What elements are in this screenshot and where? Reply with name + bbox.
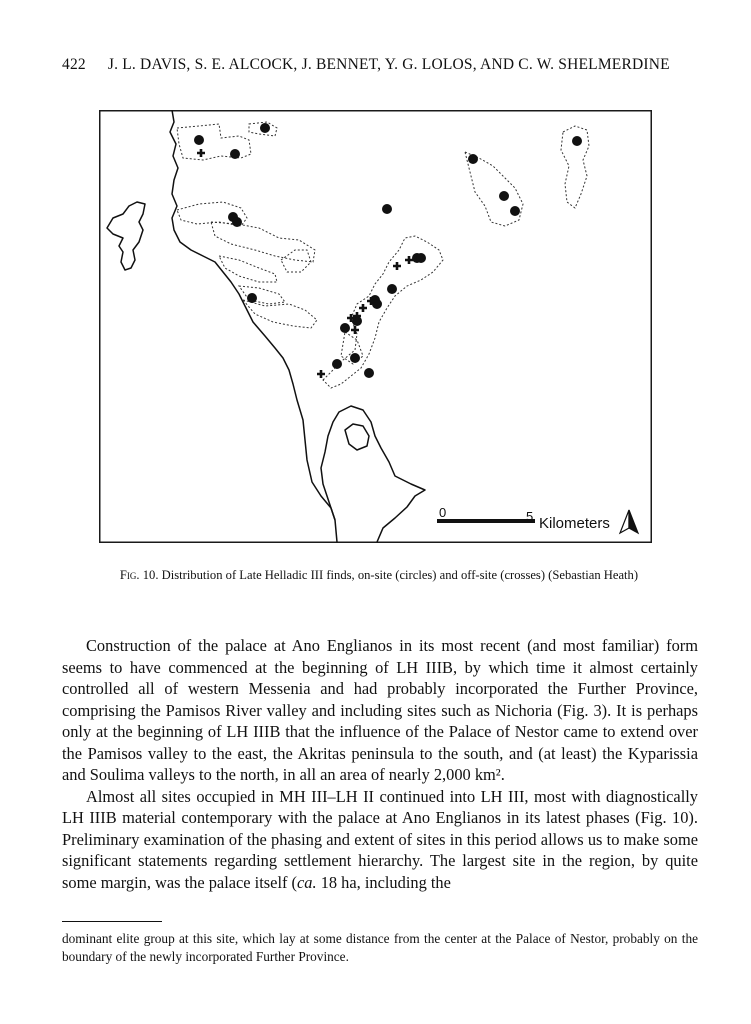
on-site-marker — [350, 353, 360, 363]
paragraph-text-end: 18 ha, including the — [316, 872, 451, 892]
on-site-marker — [194, 135, 204, 145]
figure-map — [99, 110, 652, 543]
caption-label: Fig. 10. — [119, 568, 159, 582]
on-site-marker — [572, 136, 582, 146]
on-site-marker — [510, 206, 520, 216]
scale-zero-label: 0 — [439, 505, 447, 520]
on-site-marker — [232, 217, 242, 227]
scale-bar-line — [437, 519, 535, 523]
author-list: J. L. DAVIS, S. E. ALCOCK, J. BENNET, Y. G. LOLOS, AND C. W. SHELMERDINE — [107, 56, 670, 73]
figure-caption — [64, 568, 694, 583]
on-site-marker — [247, 293, 257, 303]
paragraph: Construction of the palace at Ano Englianos in its most recent (and most familiar) form seems to have commenced at the beginning of LH IIIB, by which time it almost certainly controlled all of western Messenia and had probably incorporated the Further Province, comprising the Pamisos River valley and including sites such as Nichoria (Fig. 3). It is perhaps only at the beginning of LH IIIB that the influence of the Palace of Nestor came to extend over the Pamisos valley to the east, the Akritas peninsula to the south, and (at least) the Kyparissia and Soulima valleys to the north, in all an area of nearly 2,000 km². — [62, 636, 698, 784]
paragraph — [62, 786, 698, 894]
on-site-marker — [382, 204, 392, 214]
on-site-marker — [387, 284, 397, 294]
on-site-marker — [416, 253, 426, 263]
caption-text: Distribution of Late Helladic III finds, on-site (circles) and off-site (crosses) (Sebastian Heath) — [161, 568, 639, 582]
on-site-marker — [260, 123, 270, 133]
on-site-marker — [364, 368, 374, 378]
on-site-marker — [340, 323, 350, 333]
paragraph-text: Almost all sites occupied in MH III–LH II continued into LH III, most with diagnostically LH IIIB material contemporary with the palace at Ano Englianos in its latest phases (Fig. 10). Preliminary examination of the phasing and extent of sites in this period allows us to make some significant statements regarding settlement hierarchy. The largest site in the region, by quite some margin, was the palace itself ( — [62, 786, 698, 892]
map-svg — [99, 110, 652, 543]
page-number: 422 — [62, 56, 86, 73]
footnote-divider — [62, 921, 162, 922]
on-site-marker — [230, 149, 240, 159]
on-site-marker — [499, 191, 509, 201]
abbreviation-ca: ca. — [297, 872, 317, 892]
on-site-marker — [332, 359, 342, 369]
footnote: dominant elite group at this site, which lay at some distance from the center at the Palace of Nestor, probably on the boundary of the newly incorporated Further Province. — [62, 931, 698, 964]
scale-five-label: 5 — [526, 509, 534, 524]
running-header — [62, 56, 702, 74]
body-text — [62, 635, 698, 893]
on-site-marker — [468, 154, 478, 164]
scale-unit-label: Kilometers — [539, 515, 610, 532]
map-frame — [100, 111, 652, 543]
